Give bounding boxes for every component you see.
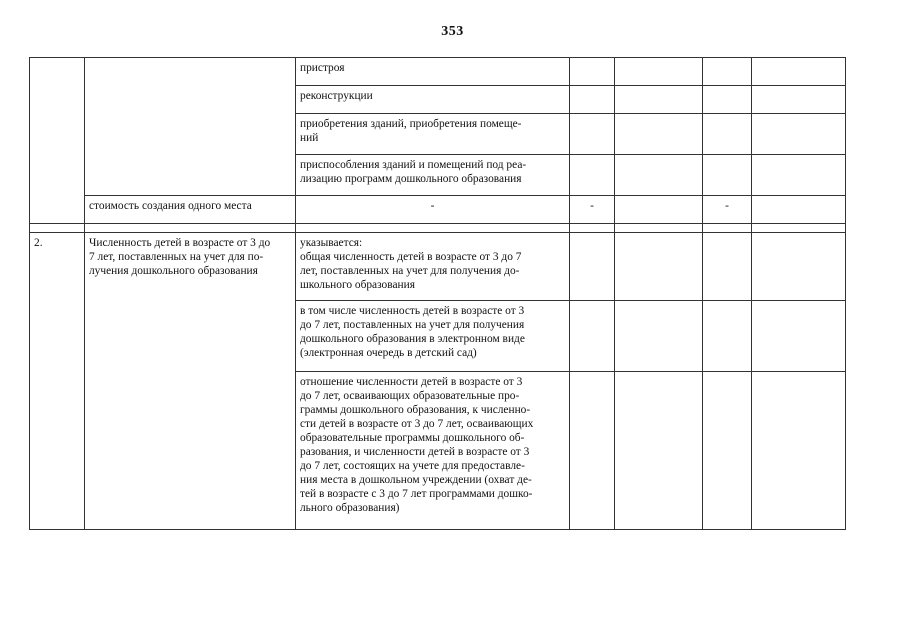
table-row [30,233,846,301]
row-name: Численность детей в возрасте от 3 до 7 лет, поставленных на учет для по- лучения дошкольного образования [85,233,296,530]
indicator-cell: отношение численности детей в возрасте от 3 до 7 лет, осваивающих образовательные про- граммы дошкольного образования, к численно- сти детей в возрасте от 3 до 7 лет, осваивающих образовательные программы дошкольного об- разования, и численности детей в возрасте от 3 до 7 лет, состоящих на учете для предоставле- ния места в дошкольном учреждении (охват де- тей в возрасте с 3 до 7 лет программами дошко- льного образования) [296,372,570,530]
indicator-cell: пристроя [296,58,570,86]
cost-value-dash: - [570,196,615,224]
indicator-table [29,57,846,530]
table-row [30,196,846,224]
indicator-cell: указывается: общая численность детей в возрасте от 3 до 7 лет, поставленных на учет для получения до- школьного образования [296,233,570,301]
row-number: 2. [30,233,85,530]
cost-value-dash: - [703,196,752,224]
indicator-cell: реконструкции [296,86,570,114]
indicator-cell: в том числе численность детей в возрасте от 3 до 7 лет, поставленных на учет для получения дошкольного образования в электронном виде (электронная очередь в детский сад) [296,301,570,372]
indicator-cell: приспособления зданий и помещений под реа- лизацию программ дошкольного образования [296,155,570,196]
number-cell [30,58,85,224]
name-cell [85,58,296,196]
page-number: 353 [441,24,464,39]
indicator-cell: приобретения зданий, приобретения помеще- ний [296,114,570,155]
cost-label: стоимость создания одного места [85,196,296,224]
table-row [30,58,846,86]
cost-indicator-dash: - [296,196,570,224]
